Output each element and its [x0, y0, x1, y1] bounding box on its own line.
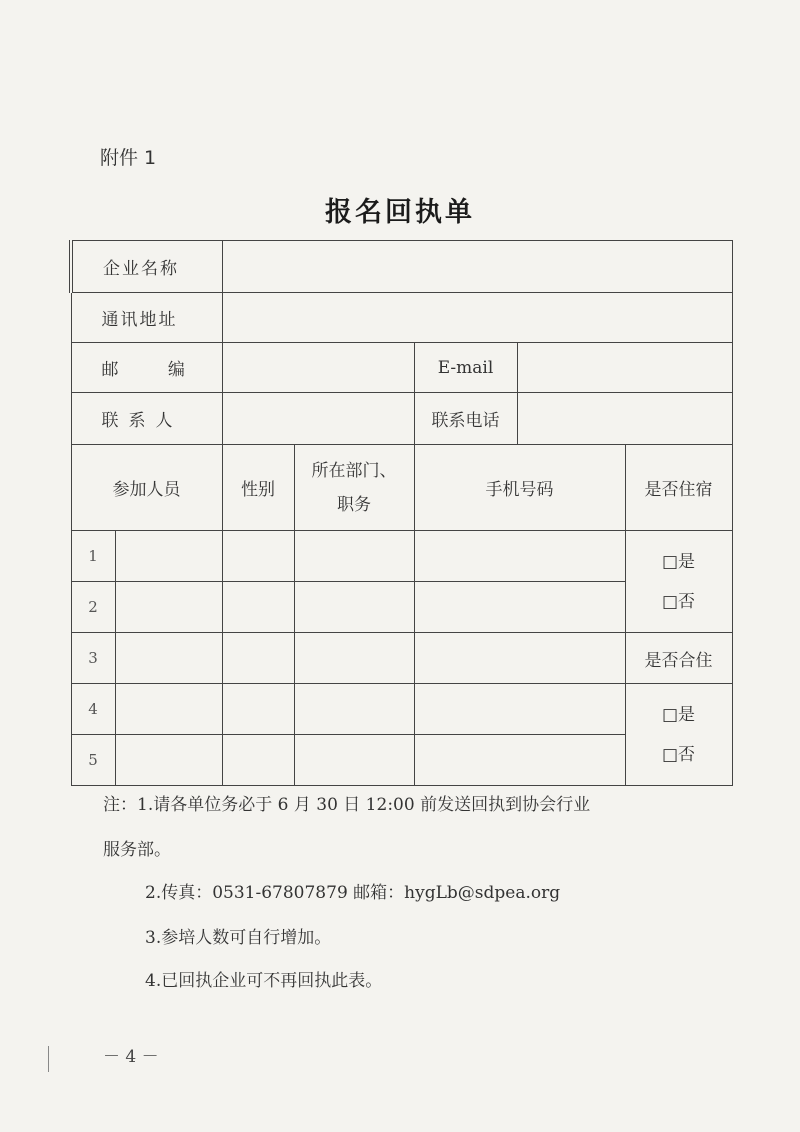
- mobile-cell[interactable]: [414, 531, 625, 582]
- lodging-options: [625, 531, 732, 633]
- note-1-continued: 服务部。: [103, 840, 171, 860]
- company-name-label: 企业名称: [71, 241, 222, 293]
- dept-cell[interactable]: [294, 582, 414, 633]
- participant-row: [71, 684, 732, 735]
- postcode-label: 邮 编: [71, 343, 222, 393]
- mobile-cell[interactable]: [414, 633, 625, 684]
- row-number: 3: [71, 633, 115, 684]
- dept-cell[interactable]: [294, 633, 414, 684]
- registration-form-table: [69, 240, 733, 786]
- gender-cell[interactable]: [222, 633, 294, 684]
- name-cell[interactable]: [115, 735, 222, 786]
- mobile-header: 手机号码: [414, 445, 625, 531]
- gender-header: 性别: [222, 445, 294, 531]
- shared-header: 是否合住: [625, 633, 732, 684]
- lodging-header: 是否住宿: [625, 445, 732, 531]
- mobile-cell[interactable]: [414, 735, 625, 786]
- dept-cell[interactable]: [294, 684, 414, 735]
- contact-row: [71, 393, 732, 445]
- gender-cell[interactable]: [222, 735, 294, 786]
- row-number: 5: [71, 735, 115, 786]
- lodging-yes-checkbox[interactable]: □是: [662, 551, 696, 572]
- note-3: 3.参培人数可自行增加。: [145, 928, 332, 948]
- participant-row: [71, 531, 732, 582]
- name-cell[interactable]: [115, 633, 222, 684]
- postcode-field[interactable]: [222, 343, 414, 393]
- name-cell[interactable]: [115, 684, 222, 735]
- phone-label: 联系电话: [414, 393, 517, 445]
- contact-label: 联系人: [71, 393, 222, 445]
- row-number: 2: [71, 582, 115, 633]
- shared-options: [625, 684, 732, 786]
- gender-cell[interactable]: [222, 684, 294, 735]
- postcode-row: [71, 343, 732, 393]
- phone-field[interactable]: [517, 393, 732, 445]
- company-name-field[interactable]: [222, 241, 732, 293]
- participant-row: [71, 633, 732, 684]
- note-2: 2.传真：0531-67807879 邮箱：hygLb@sdpea.org: [145, 883, 561, 903]
- gender-cell[interactable]: [222, 582, 294, 633]
- shared-no-checkbox[interactable]: □否: [662, 744, 696, 765]
- page-number: － 4 －: [103, 1047, 159, 1067]
- gender-cell[interactable]: [222, 531, 294, 582]
- row-number: 1: [71, 531, 115, 582]
- contact-field[interactable]: [222, 393, 414, 445]
- row-number: 4: [71, 684, 115, 735]
- margin-mark: [48, 1046, 49, 1072]
- mobile-cell[interactable]: [414, 684, 625, 735]
- name-cell[interactable]: [115, 531, 222, 582]
- lodging-no-checkbox[interactable]: □否: [662, 591, 696, 612]
- participants-header-row: [71, 445, 732, 531]
- email-label: E-mail: [414, 343, 517, 393]
- dept-header: 所在部门、职务: [294, 445, 414, 531]
- page-title: 报名回执单: [325, 197, 475, 228]
- attachment-label: 附件 1: [100, 147, 157, 169]
- shared-yes-checkbox[interactable]: □是: [662, 704, 696, 725]
- address-row: [71, 293, 732, 343]
- dept-cell[interactable]: [294, 735, 414, 786]
- note-4: 4.已回执企业可不再回执此表。: [145, 971, 383, 991]
- address-field[interactable]: [222, 293, 732, 343]
- company-name-row: [71, 241, 732, 293]
- dept-cell[interactable]: [294, 531, 414, 582]
- mobile-cell[interactable]: [414, 582, 625, 633]
- name-cell[interactable]: [115, 582, 222, 633]
- participants-header: 参加人员: [71, 445, 222, 531]
- email-field[interactable]: [517, 343, 732, 393]
- address-label: 通讯地址: [71, 293, 222, 343]
- note-1: 注：1.请各单位务必于 6 月 30 日 12:00 前发送回执到协会行业: [103, 795, 591, 815]
